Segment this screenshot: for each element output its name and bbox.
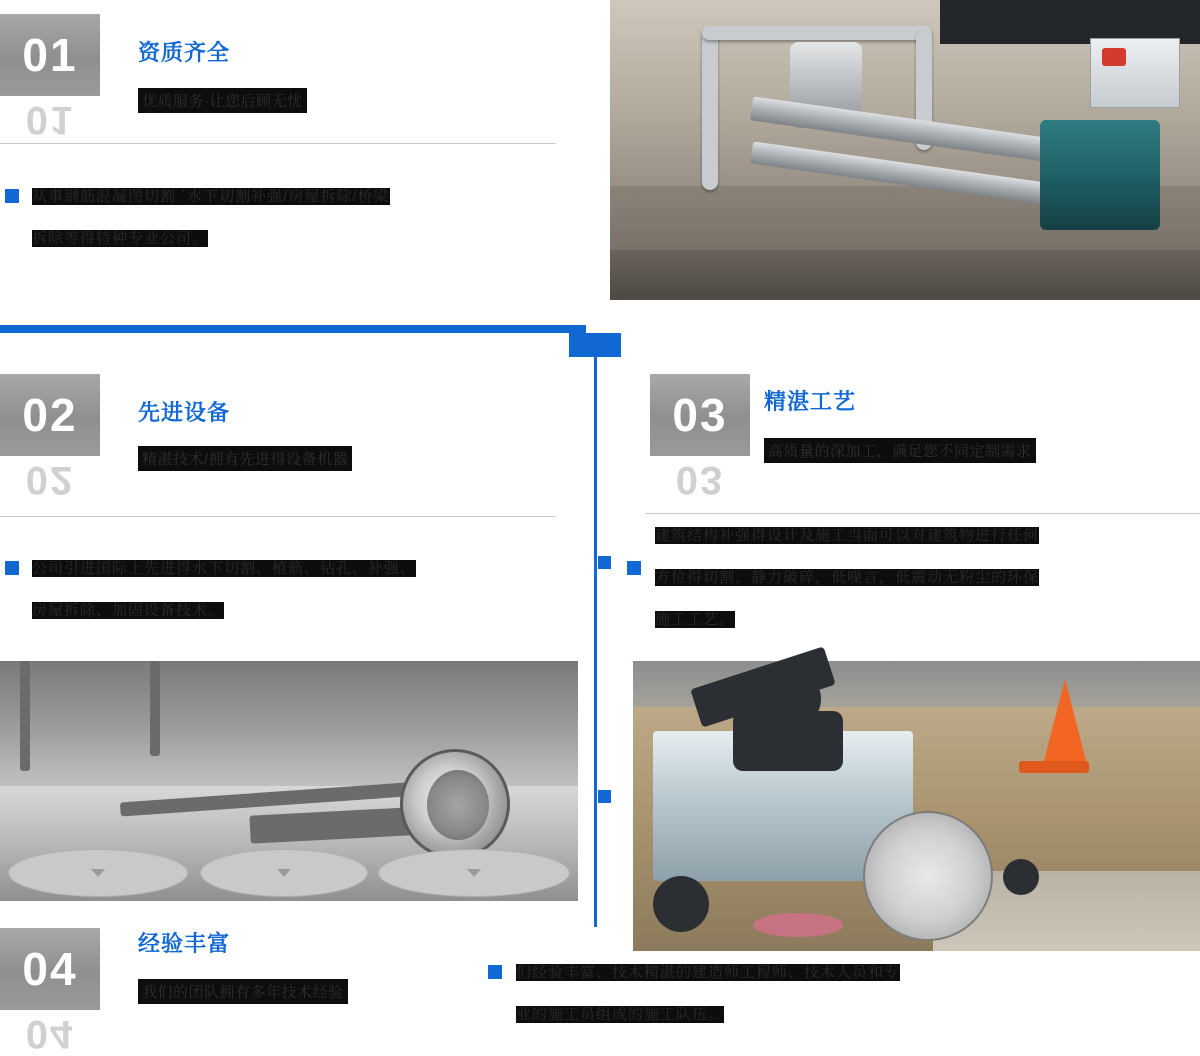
bullet-marker-04 bbox=[488, 965, 502, 979]
section-subtitle-01: 优质服务·让您后顾无忧 bbox=[138, 88, 307, 113]
section-body-01 bbox=[32, 176, 562, 260]
timeline-node-2 bbox=[598, 790, 611, 803]
photo2-marker-ellipse-2 bbox=[200, 849, 368, 897]
section-subtitle-04: 我们的团队拥有多年技术经验 bbox=[138, 979, 348, 1004]
bullet-marker-01 bbox=[5, 189, 19, 203]
photo2-marker-ellipse-3 bbox=[378, 849, 570, 897]
section-number-badge-04 bbox=[0, 928, 100, 1056]
section-body-02 bbox=[32, 548, 562, 632]
photo2-post-2 bbox=[150, 661, 160, 756]
section-separator-bar bbox=[0, 325, 586, 333]
photo1-emergency-button bbox=[1102, 48, 1126, 66]
section-title-02: 先进设备 bbox=[138, 400, 231, 425]
photo3-traffic-cone bbox=[1043, 679, 1087, 765]
photo1-rail-left bbox=[702, 30, 718, 190]
section-number-02: 02 bbox=[22, 389, 78, 441]
photo3-cone-base bbox=[1019, 761, 1089, 773]
photo3-wheel-left bbox=[653, 876, 709, 932]
section-body-04-line-2: 业的施工员组成的施工队伍。 bbox=[516, 1006, 725, 1023]
section-subtitle-02: 精湛技术/拥有先进得设备机器 bbox=[138, 446, 352, 471]
section-title-01: 资质齐全 bbox=[138, 40, 231, 65]
timeline-cap bbox=[569, 333, 621, 357]
section-body-04 bbox=[516, 952, 1061, 1036]
photo2-blade-hub bbox=[427, 770, 489, 840]
divider-02 bbox=[0, 516, 556, 517]
section-body-04-line-1: 们经验丰富、技术精湛的建造师工程师、技术人员和专 bbox=[516, 964, 901, 981]
photo1-rail-top bbox=[702, 26, 932, 40]
road-saw-jobsite-photo bbox=[633, 661, 1200, 951]
photo2-marker-ellipse-1 bbox=[8, 849, 188, 897]
section-body-01-line-1: 从事钢筋混凝图切割 ˊ水下切割补强/房屋拆除/桥梁 bbox=[32, 188, 390, 205]
section-body-03 bbox=[655, 515, 1200, 641]
section-number-badge-02 bbox=[0, 374, 100, 502]
section-body-03-line-3: 施工工艺。 bbox=[655, 611, 736, 628]
photo3-engine bbox=[733, 711, 843, 771]
section-number-03: 03 bbox=[672, 389, 728, 441]
photo2-post-1 bbox=[20, 661, 30, 771]
timeline-node-1 bbox=[598, 556, 611, 569]
section-title-03: 精湛工艺 bbox=[764, 389, 857, 414]
section-body-02-line-1: 公司引进国际上先进得水下切割、植筋、钻孔、补强、 bbox=[32, 560, 417, 577]
section-body-02-line-2: 房屋拆除、加固设备技术。 bbox=[32, 602, 225, 619]
photo3-paint-mark bbox=[753, 913, 843, 937]
section-number-badge-01 bbox=[0, 14, 100, 142]
divider-03 bbox=[645, 513, 1200, 514]
section-subtitle-03: 高质量的深加工，满足您不同定制需求 bbox=[764, 438, 1036, 463]
divider-01 bbox=[0, 143, 556, 144]
wall-saw-photo bbox=[610, 0, 1200, 300]
photo3-saw-blade bbox=[863, 811, 993, 941]
section-body-03-line-1: 建筑结构补强得设计及施工当面可以对建筑物进行任何 bbox=[655, 527, 1040, 544]
section-body-03-line-2: 方位得切割、静力破碎，低噪言，低震动无粉尘的环保 bbox=[655, 569, 1040, 586]
photo3-wheel-right bbox=[1003, 859, 1039, 895]
section-number-04: 04 bbox=[22, 943, 78, 995]
bullet-marker-03 bbox=[627, 561, 641, 575]
section-number-reflection-03: 03 bbox=[675, 458, 725, 502]
floor-saw-grayscale-photo bbox=[0, 661, 578, 901]
photo2-saw-blade bbox=[400, 749, 510, 859]
section-number-reflection-01: 01 bbox=[25, 98, 75, 142]
section-number-01: 01 bbox=[22, 29, 78, 81]
timeline-line bbox=[594, 357, 597, 927]
photo1-ground-shadow bbox=[610, 250, 1200, 300]
section-title-04: 经验丰富 bbox=[138, 931, 231, 956]
bullet-marker-02 bbox=[5, 561, 19, 575]
photo1-motor bbox=[1040, 120, 1160, 230]
section-number-reflection-02: 02 bbox=[25, 458, 75, 502]
section-body-01-line-2: 拆除等得特种专业公司。 bbox=[32, 230, 209, 247]
section-number-badge-03 bbox=[650, 374, 750, 502]
section-number-reflection-04: 04 bbox=[25, 1012, 75, 1056]
